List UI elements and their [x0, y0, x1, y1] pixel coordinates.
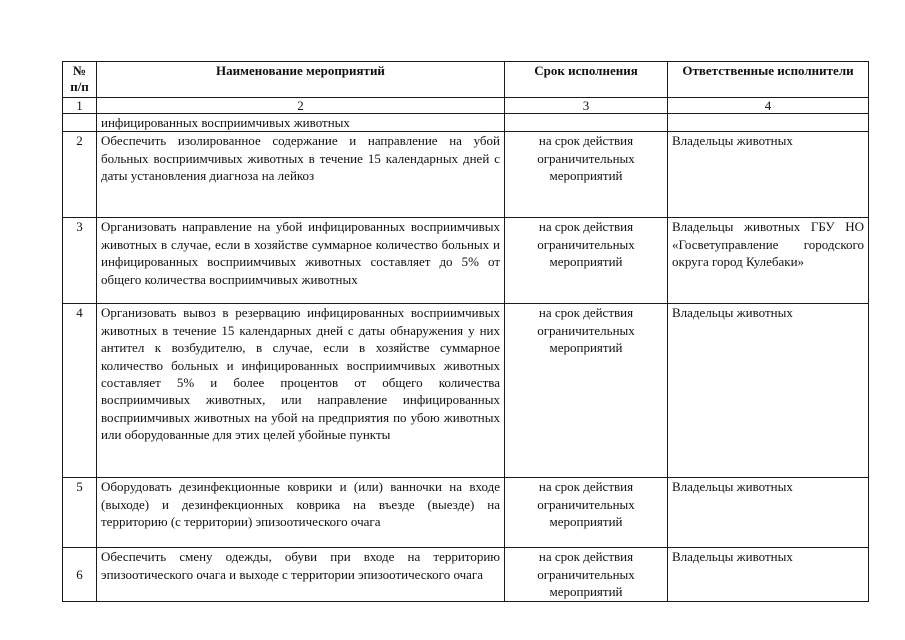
row-name: инфицированных восприимчивых животных: [97, 114, 505, 132]
row-num: 6: [63, 548, 97, 601]
row-name: Организовать вывоз в резервацию инфицированных восприимчивых животных в течение 15 календарных дней с даты обнаружения у них антител к возбудителю, в случае, если в хозяйстве суммарное количество больных и инфицированных восприимчивых животных составляет 5% и более процентов от общего количества восприимчивых животных, или направление инфицированных восприимчивых животных на убой на предприятия по убою животных или оборудованные для этих целей убойные пункты: [97, 304, 505, 478]
row-term: на срок действия ограничительных мероприятий: [505, 304, 668, 478]
row-resp: Владельцы животных: [668, 548, 869, 601]
table-row: [63, 132, 869, 218]
row-term: на срок действия ограничительных мероприятий: [505, 548, 668, 601]
index-cell: 1: [63, 98, 97, 114]
row-term: на срок действия ограничительных мероприятий: [505, 132, 668, 218]
row-num: 3: [63, 218, 97, 304]
index-cell: 4: [668, 98, 869, 114]
table-row: [63, 304, 869, 478]
header-name: Наименование мероприятий: [97, 62, 505, 98]
row-term: [505, 114, 668, 132]
row-term: на срок действия ограничительных мероприятий: [505, 218, 668, 304]
row-name: Обеспечить смену одежды, обуви при входе на территорию эпизоотического очага и выходе с территории эпизоотического очага: [97, 548, 505, 601]
header-term: Срок исполнения: [505, 62, 668, 98]
row-resp: [668, 114, 869, 132]
index-row: [63, 98, 869, 114]
table-row: [63, 218, 869, 304]
row-num: [63, 114, 97, 132]
row-resp: Владельцы животных: [668, 304, 869, 478]
row-num: 5: [63, 478, 97, 548]
header-row: [63, 62, 869, 98]
measures-table: [62, 61, 869, 602]
index-cell: 2: [97, 98, 505, 114]
row-resp: Владельцы животных: [668, 132, 869, 218]
row-resp: Владельцы животных ГБУ НО «Госветуправление городского округа город Кулебаки»: [668, 218, 869, 304]
row-name: Обеспечить изолированное содержание и направление на убой больных восприимчивых животных в течение 15 календарных дней с даты установления диагноза на лейкоз: [97, 132, 505, 218]
row-resp: Владельцы животных: [668, 478, 869, 548]
table-row: [63, 478, 869, 548]
row-name: Организовать направление на убой инфицированных восприимчивых животных в случае, если в хозяйстве суммарное количество больных и инфицированных восприимчивых животных составляет до 5% от общего количества восприимчивых животных: [97, 218, 505, 304]
row-num: 4: [63, 304, 97, 478]
header-num: № п/п: [63, 62, 97, 98]
header-resp: Ответственные исполнители: [668, 62, 869, 98]
table-row-carry-over: [63, 114, 869, 132]
document-page: [62, 61, 868, 602]
table-row: [63, 548, 869, 601]
index-cell: 3: [505, 98, 668, 114]
row-num: 2: [63, 132, 97, 218]
row-name: Оборудовать дезинфекционные коврики и (или) ванночки на входе (выходе) и дезинфекционных коврика на въезде (выезде) на территорию (с территории) эпизоотического очага: [97, 478, 505, 548]
row-term: на срок действия ограничительных мероприятий: [505, 478, 668, 548]
